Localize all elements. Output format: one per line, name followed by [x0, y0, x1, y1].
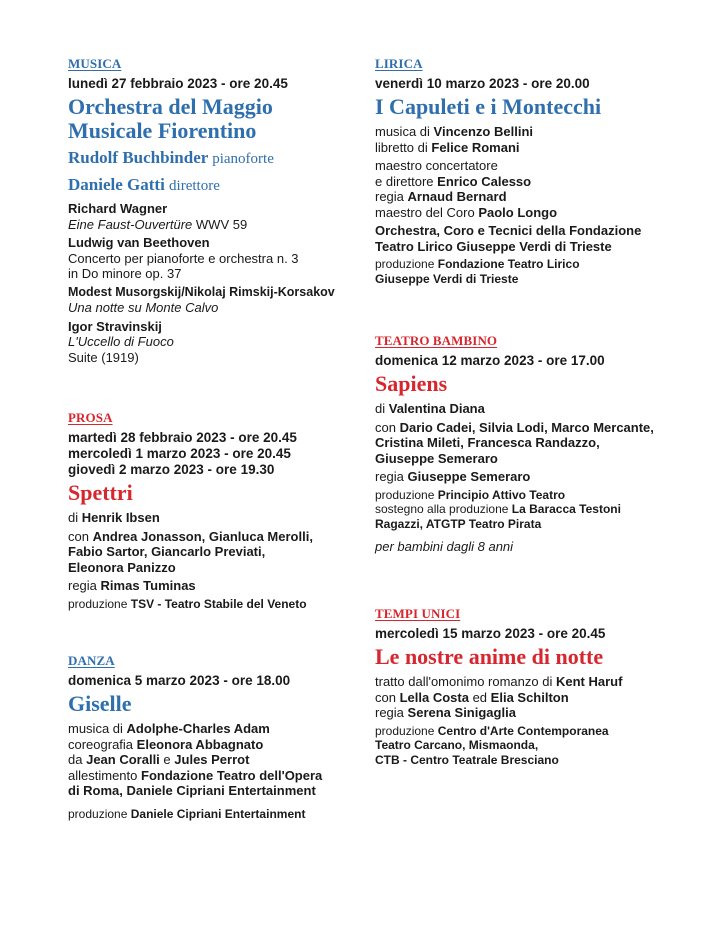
director-name: Giuseppe Semeraro [407, 469, 531, 484]
musica-section [68, 56, 353, 410]
choreo-prefix: coreografia [68, 736, 134, 752]
composer: Richard Wagner [68, 201, 168, 216]
production [375, 724, 695, 768]
production-name: Centro d'Arte Contemporanea [437, 723, 609, 738]
composer-name: Adolphe-Charles Adam [126, 721, 270, 736]
credits [375, 674, 695, 721]
cast-line: Eleonora Panizzo [68, 559, 176, 575]
event-title: Giselle [68, 691, 132, 716]
novelist-name: Kent Haruf [555, 674, 623, 689]
author [68, 510, 353, 526]
event-title: I Capuleti e i Montecchi [375, 94, 602, 119]
age-note: per bambini dagli 8 anni [375, 539, 514, 554]
support-name: La Baracca Testoni [511, 502, 621, 516]
conductor-role: direttore [169, 178, 220, 194]
cast-prefix: con [375, 419, 396, 435]
composer: Ludwig van Beethoven [68, 235, 210, 250]
ensemble [375, 223, 695, 254]
cast-prefix: con [68, 528, 89, 544]
program-item [68, 285, 353, 316]
teatro-bambino-section [375, 333, 695, 606]
production-name: CTB - Centro Teatrale Bresciano [375, 752, 559, 767]
danza-section [68, 653, 353, 821]
original-author: Jean Coralli [86, 752, 160, 767]
director [375, 469, 695, 485]
production-name: Principio Attivo Teatro [437, 487, 566, 502]
from-prefix: da [68, 752, 83, 767]
production-prefix: produzione [375, 257, 435, 271]
composer: Igor Stravinskij [68, 318, 162, 334]
support-name: Ragazzi, ATGTP Teatro Pirata [375, 516, 542, 531]
cast-line: Andrea Jonasson, Gianluca Merolli, [92, 528, 313, 544]
production-prefix: produzione [375, 723, 435, 738]
conductor-prefix: e direttore [375, 173, 434, 189]
original-author: Jules Perrot [174, 752, 250, 767]
cast-line: Dario Cadei, Silvia Lodi, Marco Mercante, [399, 419, 654, 435]
category-label: TEATRO BAMBINO [375, 333, 498, 348]
cast [375, 420, 695, 467]
composer: Modest Musorgskij/Nikolaj Rimskij-Korsakov [68, 284, 335, 299]
conductor [68, 175, 353, 196]
left-column [68, 56, 353, 821]
composer-name: Vincenzo Bellini [433, 124, 533, 139]
credits [68, 721, 353, 768]
conjunction: e [163, 752, 171, 767]
director-name: Serena Sinigaglia [407, 705, 516, 720]
cast-prefix: con [375, 689, 396, 705]
author-prefix: di [68, 510, 79, 525]
support-prefix: sostegno alla produzione [375, 502, 509, 516]
event-date: giovedì 2 marzo 2023 - ore 19.30 [68, 462, 275, 477]
music-prefix: musica di [68, 721, 123, 736]
staging-line: Fondazione Teatro dell'Opera [141, 767, 323, 783]
event-date: domenica 5 marzo 2023 - ore 18.00 [68, 673, 291, 688]
event-date: venerdì 10 marzo 2023 - ore 20.00 [375, 76, 590, 91]
soloist [68, 148, 353, 169]
event-date: martedì 28 febbraio 2023 - ore 20.45 [68, 430, 297, 445]
staging [68, 768, 353, 799]
staff [375, 158, 695, 220]
director-name: Arnaud Bernard [407, 189, 507, 204]
author-prefix: di [375, 401, 386, 416]
production-prefix: produzione [375, 487, 435, 502]
tempi-unici-section [375, 606, 695, 767]
soloist-name: Rudolf Buchbinder [68, 148, 208, 167]
cast-line: Fabio Sartor, Giancarlo Previati, [68, 544, 266, 559]
production-name: Daniele Cipriani Entertainment [130, 806, 306, 821]
cast-line: Cristina Mileti, Francesca Randazzo, [375, 435, 600, 450]
ensemble-line: Teatro Lirico Giuseppe Verdi di Trieste [375, 238, 612, 254]
event-date: mercoledì 1 marzo 2023 - ore 20.45 [68, 446, 291, 461]
category-label: DANZA [68, 653, 115, 668]
director-prefix: regia [375, 189, 404, 204]
program-item [68, 319, 353, 366]
author [375, 401, 695, 417]
director-prefix: regia [375, 705, 404, 720]
director-name: Rimas Tuminas [100, 578, 196, 593]
music-prefix: musica di [375, 124, 430, 139]
catalog: WWV 59 [195, 216, 248, 232]
cast-name: Lella Costa [399, 689, 469, 705]
credits [375, 124, 695, 155]
event-title: Sapiens [375, 371, 448, 396]
soloist-role: pianoforte [212, 151, 274, 167]
staging-line: di Roma, Daniele Cipriani Entertainment [68, 783, 316, 798]
work: Concerto per pianoforte e orchestra n. 3 [68, 250, 299, 266]
production-name: TSV - Teatro Stabile del Veneto [130, 596, 307, 611]
conjunction: ed [472, 689, 488, 705]
category-label: TEMPI UNICI [375, 606, 461, 621]
event-date: lunedì 27 febbraio 2023 - ore 20.45 [68, 76, 288, 91]
right-column [375, 56, 695, 767]
event-date: domenica 12 marzo 2023 - ore 17.00 [375, 353, 605, 368]
choreographer-name: Eleonora Abbagnato [136, 736, 264, 752]
director-prefix: regia [375, 469, 404, 484]
conductor-prefix: maestro concertatore [375, 158, 498, 173]
production [375, 488, 695, 532]
librettist-name: Felice Romani [431, 139, 520, 155]
ensemble-line: Orchestra, Coro e Tecnici della Fondazione [375, 223, 642, 238]
program-item [68, 201, 353, 232]
director [68, 578, 353, 594]
production-name: Fondazione Teatro Lirico [437, 257, 580, 271]
work: Eine Faust-Ouvertüre [68, 216, 193, 232]
prosa-section [68, 410, 353, 653]
conductor-name: Daniele Gatti [68, 175, 165, 194]
production-name: Giuseppe Verdi di Trieste [375, 271, 519, 286]
production [68, 807, 353, 822]
chorus-prefix: maestro del Coro [375, 204, 475, 220]
work: L'Uccello di Fuoco [68, 334, 174, 349]
source-prefix: tratto dall'omonimo romanzo di [375, 674, 553, 689]
production-prefix: produzione [68, 806, 128, 821]
lirica-section [375, 56, 695, 333]
chorus-master-name: Paolo Longo [478, 204, 558, 220]
work: Una notte su Monte Calvo [68, 300, 219, 315]
program-item [68, 235, 353, 282]
production-name: Teatro Carcano, Mismaonda, [375, 738, 539, 752]
event-title: Spettri [68, 480, 133, 505]
cast-line: Giuseppe Semeraro [375, 450, 498, 466]
event-title: Orchestra del Maggio Musicale Fiorentino [68, 94, 273, 143]
author-name: Valentina Diana [388, 401, 485, 416]
cast-name: Elia Schilton [490, 689, 569, 705]
category-label: MUSICA [68, 56, 122, 71]
libretto-prefix: libretto di [375, 139, 428, 155]
work-note: Suite (1919) [68, 349, 139, 365]
production [375, 257, 695, 286]
cast [68, 529, 353, 576]
category-label: LIRICA [375, 56, 423, 71]
director-prefix: regia [68, 578, 97, 593]
production-prefix: produzione [68, 596, 128, 611]
event-title: Le nostre anime di notte [375, 644, 604, 669]
conductor-name: Enrico Calesso [437, 173, 532, 189]
work: in Do minore op. 37 [68, 266, 182, 281]
production [68, 597, 353, 612]
event-date: mercoledì 15 marzo 2023 - ore 20.45 [375, 626, 606, 641]
staging-prefix: allestimento [68, 767, 138, 783]
author-name: Henrik Ibsen [81, 510, 160, 525]
category-label: PROSA [68, 410, 113, 425]
